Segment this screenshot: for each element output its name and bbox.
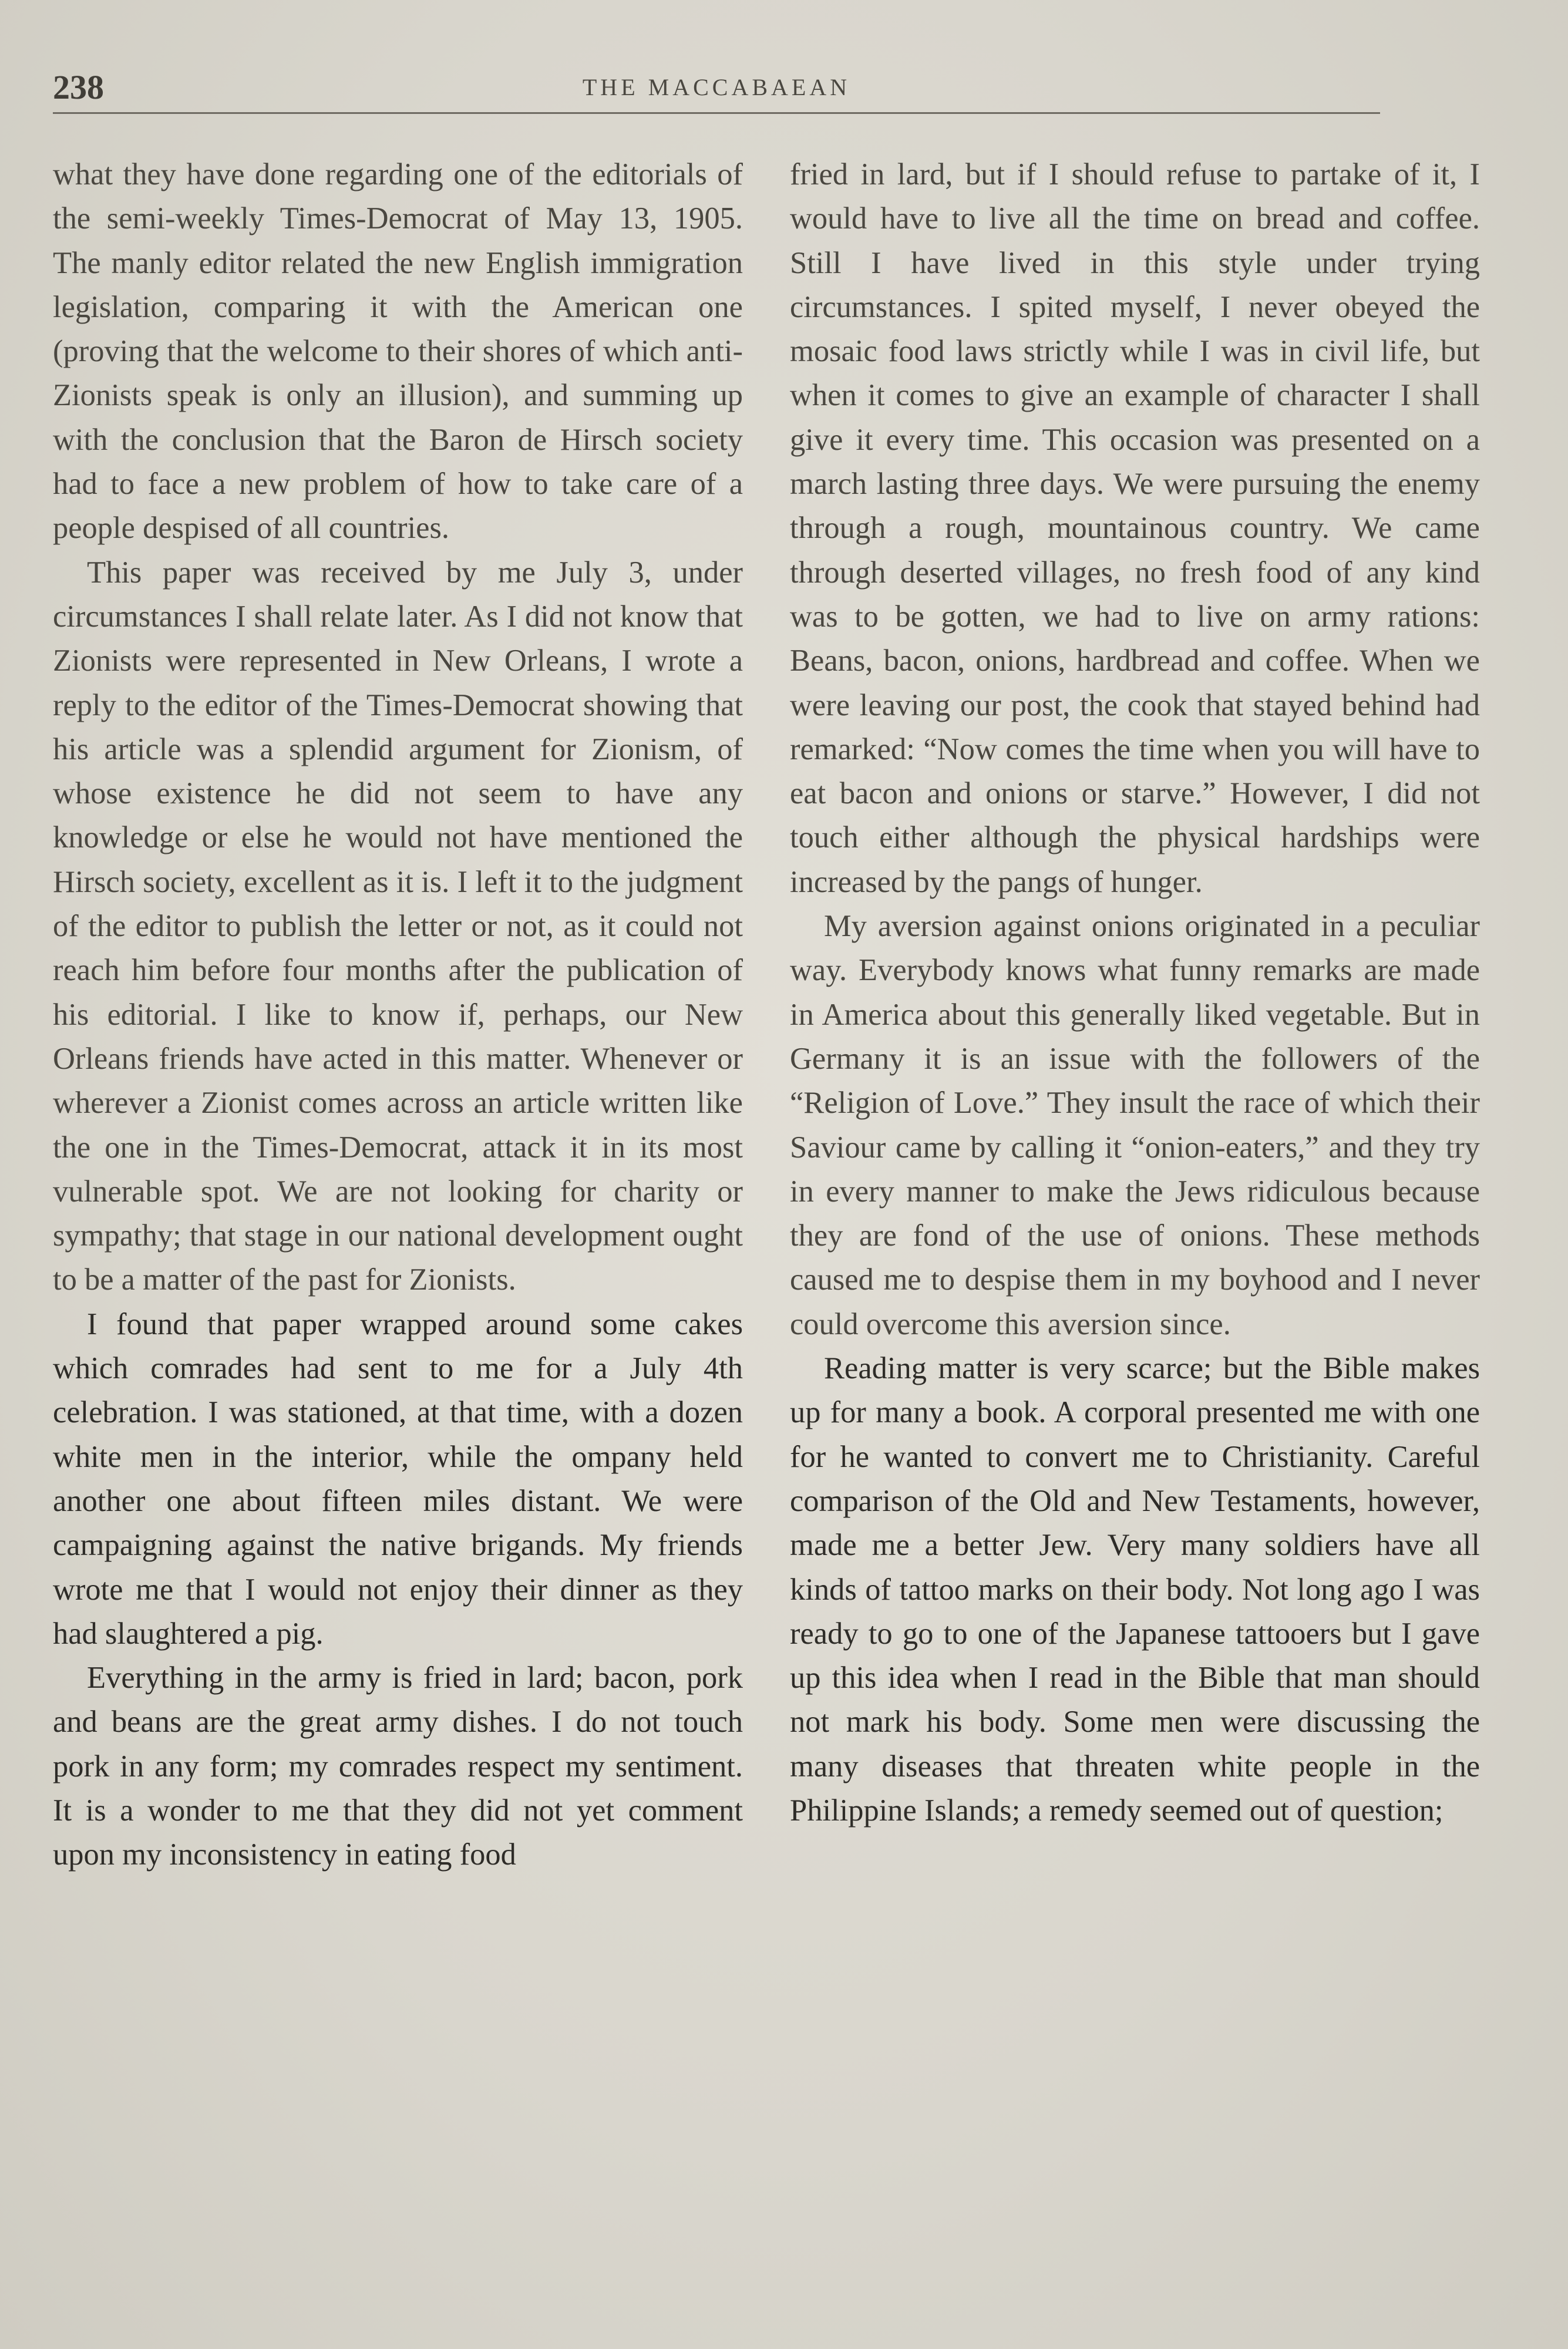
right-column — [790, 153, 1480, 1833]
paragraph: what they have done regarding one of the editorials of the semi-weekly Times-Democrat of May 13, 1905. The manly editor related the new English immigration legislation, comparing it with the American one (proving that the welcome to their shores of which anti-Zionists speak is only an illusion), and summing up with the conclusion that the Baron de Hirsch society had to face a new problem of how to take care of a people despised of all countries. — [53, 157, 743, 546]
header-rule — [53, 112, 1380, 114]
paragraph: My aversion against onions originated in a peculiar way. Everybody knows what funny remarks are made in America about this generally liked vegetable. But in Germany it is an issue with the followers of the “Religion of Love.” They insult the race of which their Saviour came by calling it “onion-eaters,” and they try in every manner to make the Jews ridiculous because they are fond of the use of onions. These methods caused me to despise them in my boyhood and I never could overcome this aversion since. — [790, 909, 1480, 1341]
running-title: THE MACCABAEAN — [582, 74, 851, 100]
page-header — [53, 62, 1380, 115]
text-columns — [53, 153, 1498, 2290]
paragraph: Reading matter is very scarce; but the Bible makes up for many a book. A corporal presented me with one for he wanted to convert me to Christianity. Careful comparison of the Old and New Testaments, however, made me a better Jew. Very many soldiers have all kinds of tattoo marks on their body. Not long ago I was ready to go to one of the Japanese tattooers but I gave up this idea when I read in the Bible that man should not mark his body. Some men were discussing the many diseases that threaten white people in the Philippine Islands; a remedy seemed out of question; — [790, 1351, 1480, 1828]
paragraph: Everything in the army is fried in lard; bacon, pork and beans are the great army dishes. I do not touch pork in any form; my comrades respect my sentiment. It is a wonder to me that they did not yet comment upon my inconsistency in eating food — [53, 1661, 743, 1872]
paragraph: This paper was received by me July 3, under circumstances I shall relate later. As I did not know that Zionists were represented in New Orleans, I wrote a reply to the editor of the Times-Democrat showing that his article was a splendid argument for Zionism, of whose existence he did not seem to have any knowledge or else he would not have mentioned the Hirsch society, excellent as it is. I left it to the judgment of the editor to publish the letter or not, as it could not reach him before four months after the publication of his editorial. I like to know if, perhaps, our New Orleans friends have acted in this matter. Whenever or wherever a Zionist comes across an article written like the one in the Times-Democrat, attack it in its most vulnerable spot. We are not looking for charity or sympathy; that stage in our national development ought to be a matter of the past for Zionists. — [53, 555, 743, 1297]
left-column — [53, 153, 743, 1877]
paragraph: fried in lard, but if I should refuse to partake of it, I would have to live all the time on bread and coffee. Still I have lived in this style under trying circumstances. I spited myself, I never obeyed the mosaic food laws strictly while I was in civil life, but when it comes to give an example of character I shall give it every time. This occasion was presented on a march lasting three days. We were pursuing the enemy through a rough, mountainous country. We came through deserted villages, no fresh food of any kind was to be gotten, we had to live on army rations: Beans, bacon, onions, hardbread and coffee. When we were leaving our post, the cook that stayed behind had remarked: “Now comes the time when you will have to eat bacon and onions or starve.” However, I did not touch either although the physical hardships were increased by the pangs of hunger. — [790, 157, 1480, 899]
paragraph: I found that paper wrapped around some cakes which comrades had sent to me for a July 4th celebration. I was stationed, at that time, with a dozen white men in the interior, while the ompany held another one about fifteen miles distant. We were campaigning against the native brigands. My friends wrote me that I would not enjoy their dinner as they had slaughtered a pig. — [53, 1307, 743, 1651]
page-number: 238 — [53, 68, 104, 106]
